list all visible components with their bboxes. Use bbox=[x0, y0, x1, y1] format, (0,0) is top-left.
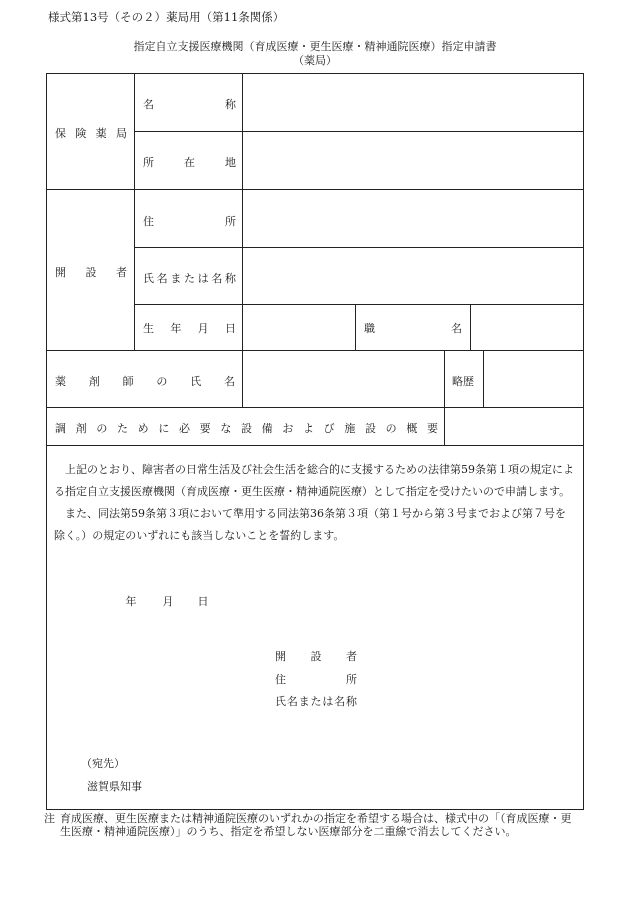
founder-name-label: 氏名または名称 bbox=[143, 272, 236, 285]
occupation-field[interactable] bbox=[471, 305, 583, 350]
column-divider bbox=[444, 350, 445, 407]
facility-overview-field[interactable] bbox=[445, 408, 583, 445]
career-label: 略歴 bbox=[452, 375, 474, 388]
date-month: 月 bbox=[162, 595, 174, 608]
column-divider bbox=[134, 74, 135, 350]
pharmacy-name-field[interactable] bbox=[243, 74, 583, 131]
addressee-label: （宛先） bbox=[81, 757, 125, 770]
signature-name-label: 氏名または名称 bbox=[275, 695, 357, 708]
governor-label: 滋賀県知事 bbox=[87, 780, 142, 793]
form-number: 様式第13号（その２）薬局用（第11条関係） bbox=[48, 10, 285, 24]
career-field[interactable] bbox=[484, 351, 583, 407]
facility-overview-label: 調剤のために必要な設備および施設の概要 bbox=[55, 422, 438, 435]
signature-address-label: 住所 bbox=[275, 673, 357, 686]
pharmacy-name-label: 名称 bbox=[143, 98, 236, 111]
founder-address-field[interactable] bbox=[243, 190, 583, 247]
row-divider bbox=[47, 445, 583, 446]
note-mark: 注 bbox=[44, 812, 55, 825]
founder-group-label: 開設者 bbox=[55, 266, 127, 279]
occupation-label: 職名 bbox=[364, 322, 462, 335]
founder-name-field[interactable] bbox=[243, 248, 583, 304]
column-divider bbox=[355, 304, 356, 350]
declaration-text bbox=[54, 459, 576, 547]
form-subtitle: （薬局） bbox=[293, 54, 337, 67]
pharmacy-group-label: 保険薬局 bbox=[55, 127, 127, 140]
birth-date-field[interactable] bbox=[243, 305, 355, 350]
declaration-paragraph: 上記のとおり、障害者の日常生活及び社会生活を総合的に支援するための法律第59条第１項の規定による指定自立支援医療機関（育成医療・更生医療・精神通院医療）として指定を受けたいので申請します。 bbox=[54, 463, 574, 498]
pharmacy-location-label: 所在地 bbox=[143, 156, 236, 169]
note-text: 育成医療、更生医療または精神通院医療のいずれかの指定を希望する場合は、様式中の「（育成医療・更生医療・精神通院医療）」のうち、指定を希望しない医療部分を二重線で消去してください。 bbox=[60, 812, 572, 838]
date-year: 年 bbox=[125, 595, 137, 608]
application-form-frame bbox=[46, 73, 584, 810]
date-day: 日 bbox=[197, 595, 209, 608]
birth-date-label: 生年月日 bbox=[143, 322, 236, 335]
pharmacist-name-field[interactable] bbox=[243, 351, 444, 407]
pharmacist-name-label: 薬剤師の氏名 bbox=[55, 375, 235, 388]
pharmacy-location-field[interactable] bbox=[243, 132, 583, 189]
signature-founder-label: 開設者 bbox=[275, 650, 357, 663]
form-title: 指定自立支援医療機関（育成医療・更生医療・精神通院医療）指定申請書 bbox=[133, 40, 497, 53]
founder-address-label: 住所 bbox=[143, 215, 236, 228]
pledge-paragraph: また、同法第59条第３項において準用する同法第36条第３項（第１号から第３号までおよび第７号を除く。）の規定のいずれにも該当しないことを誓約します。 bbox=[54, 507, 566, 542]
